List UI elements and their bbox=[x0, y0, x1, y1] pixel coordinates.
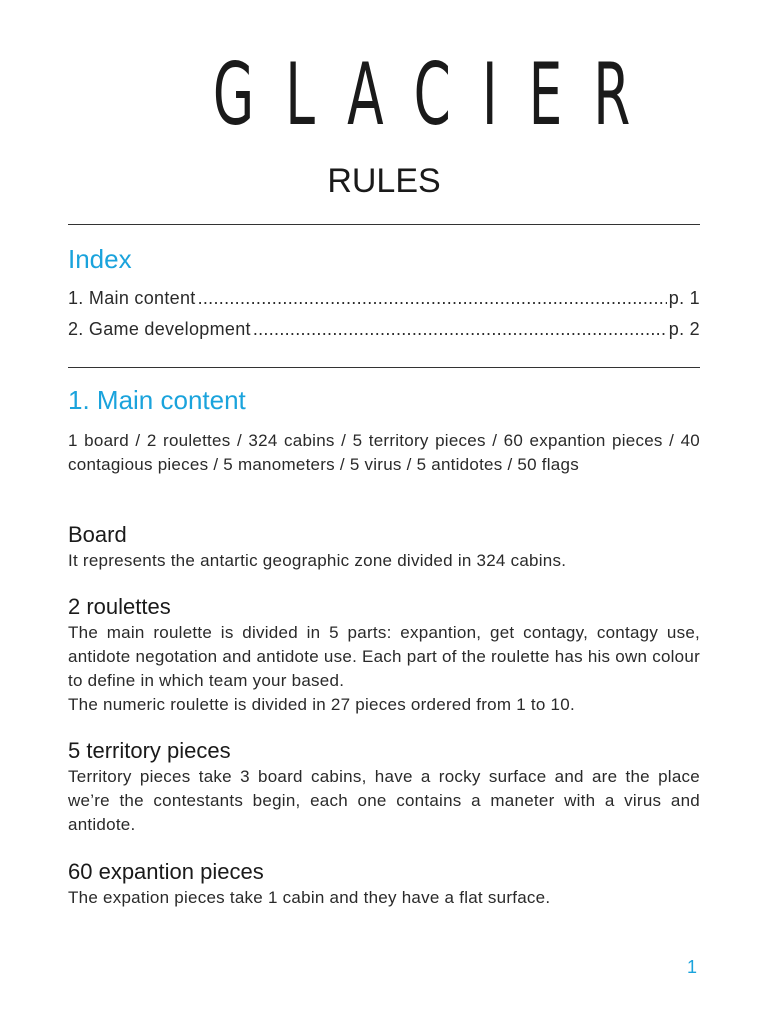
document-page bbox=[68, 0, 700, 1024]
document-title: GLACIER bbox=[212, 45, 662, 145]
section-heading-main-content: 1. Main content bbox=[68, 385, 246, 415]
toc-entry-label: 1. Main content bbox=[68, 288, 196, 308]
paragraph-text: The expation pieces take 1 cabin and they have a flat surface. bbox=[68, 888, 551, 907]
toc-entry-page: p. 2 bbox=[668, 319, 700, 339]
territory-pieces-description bbox=[68, 765, 700, 837]
page-number: 1 bbox=[686, 957, 697, 977]
subheading-territory-pieces: 5 territory pieces bbox=[68, 738, 231, 763]
paragraph-text: The main roulette is divided in 5 parts: expantion, get contagy, contagy use, antidote negotation and antidote use. Each part of the roulette has his own colour to define in which team your based. bbox=[68, 623, 700, 690]
toc-entry-game-development[interactable] bbox=[68, 320, 700, 338]
divider-top bbox=[68, 224, 700, 225]
toc-entry-label: 2. Game development bbox=[68, 319, 251, 339]
expantion-pieces-description bbox=[68, 886, 700, 910]
divider-bottom bbox=[68, 367, 700, 368]
subheading-board: Board bbox=[68, 522, 127, 547]
contents-list-paragraph: 1 board / 2 roulettes / 324 cabins / 5 territory pieces / 60 expantion pieces / 40 contagious pieces / 5 manometers / 5 virus / 5 antidotes / 50 flags bbox=[68, 431, 700, 474]
toc-leader-dots bbox=[198, 289, 667, 307]
index-heading: Index bbox=[68, 244, 132, 274]
subheading-expantion-pieces: 60 expantion pieces bbox=[68, 859, 264, 884]
subheading-roulettes: 2 roulettes bbox=[68, 594, 171, 619]
paragraph-text: It represents the antartic geographic zone divided in 324 cabins. bbox=[68, 551, 567, 570]
toc-leader-dots bbox=[253, 320, 667, 338]
paragraph-text: The numeric roulette is divided in 27 pieces ordered from 1 to 10. bbox=[68, 695, 575, 714]
paragraph-text: Territory pieces take 3 board cabins, have a rocky surface and are the place we’re the contestants begin, each one contains a maneter with a virus and antidote. bbox=[68, 767, 700, 834]
toc-entry-main-content[interactable] bbox=[68, 289, 700, 307]
toc-entry-page: p. 1 bbox=[668, 288, 700, 308]
board-description bbox=[68, 549, 700, 573]
roulettes-description bbox=[68, 621, 700, 717]
document-subtitle: RULES bbox=[327, 162, 441, 200]
